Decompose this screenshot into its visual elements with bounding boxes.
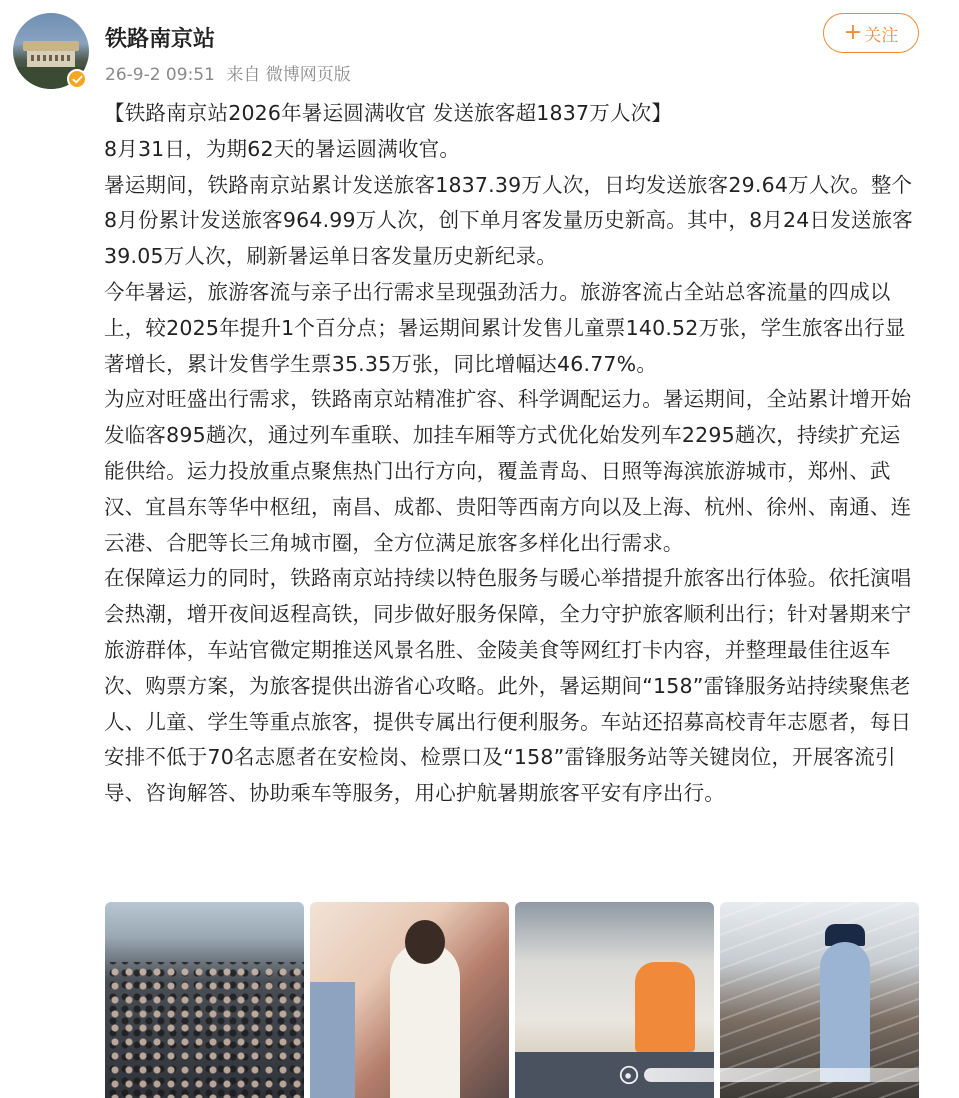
photo-watermark [618, 1060, 924, 1090]
post-paragraph: 8月31日，为期62天的暑运圆满收官。 [104, 136, 461, 161]
avatar-station-roof [23, 41, 79, 51]
post-paragraph: 为应对旺盛出行需求，铁路南京站精准扩容、科学调配运力。暑运期间，全站累计增开始发临客895趟次，通过列车重联、加挂车厢等方式优化始发列车2295趟次，持续扩充运能供给。运力投放重点聚焦热门出行方向，覆盖青岛、日照等海滨旅游城市，郑州、武汉、宜昌东等华中枢纽，南昌、成都、贵阳等西南方向以及上海、杭州、徐州、南通、连云港、合肥等长三角城市圈，全方位满足旅客多样化出行需求。 [104, 387, 912, 555]
author-name[interactable]: 铁路南京站 [105, 27, 216, 52]
post-paragraph: 暑运期间，铁路南京站累计发送旅客1837.39万人次，日均发送旅客29.64万人次。整个8月份累计发送旅客964.99万人次，创下单月客发量历史新高。其中，8月24日发送旅客39.05万人次，刷新暑运单日客发量历史新纪录。 [104, 172, 913, 269]
post-timestamp[interactable]: 26-9-2 09:51 [105, 65, 215, 85]
post-paragraph: 今年暑运，旅游客流与亲子出行需求呈现强劲活力。旅游客流占全站总客流量的四成以上，较2025年提升1个百分点；暑运期间累计发售儿童票140.52万张，学生旅客出行显著增长，累计发售学生票35.35万张，同比增幅达46.77%。 [104, 279, 906, 376]
plus-icon: + [843, 20, 863, 45]
post-headline: 【铁路南京站2026年暑运圆满收官 发送旅客超1837万人次】 [104, 101, 673, 125]
follow-label: 关注 [864, 25, 899, 46]
watermark-text-blur [644, 1068, 924, 1082]
post-meta [105, 60, 357, 85]
photo-volunteer-vest [635, 962, 695, 1052]
verified-badge-icon [67, 69, 87, 89]
station-crowd-photo[interactable] [105, 902, 304, 1098]
mother-child-photo[interactable] [310, 902, 509, 1098]
post-source: 来自 微博网页版 [226, 65, 351, 85]
photo-child-head [405, 920, 445, 964]
follow-button[interactable] [823, 13, 919, 53]
weibo-watermark-icon [618, 1064, 640, 1086]
photo-mother-figure [390, 942, 460, 1098]
post-body [104, 96, 919, 812]
post-paragraph: 在保障运力的同时，铁路南京站持续以特色服务与暖心举措提升旅客出行体验。依托演唱会热潮，增开夜间返程高铁，同步做好服务保障，全力守护旅客顺利出行；针对暑期来宁旅游群体，车站官微定期推送风景名胜、金陵美食等网红打卡内容，并整理最佳往返车次、购票方案，为旅客提供出游省心攻略。此外，暑运期间“158”雷锋服务站持续聚焦老人、儿童、学生等重点旅客，提供专属出行便利服务。车站还招募高校青年志愿者，每日安排不低于70名志愿者在安检岗、检票口及“158”雷锋服务站等关键岗位，开展客流引导、咨询解答、协助乘车等服务，用心护航暑期旅客平安有序出行。 [104, 566, 912, 806]
photo-officer-figure [310, 982, 355, 1098]
avatar-station-hall [27, 51, 75, 67]
